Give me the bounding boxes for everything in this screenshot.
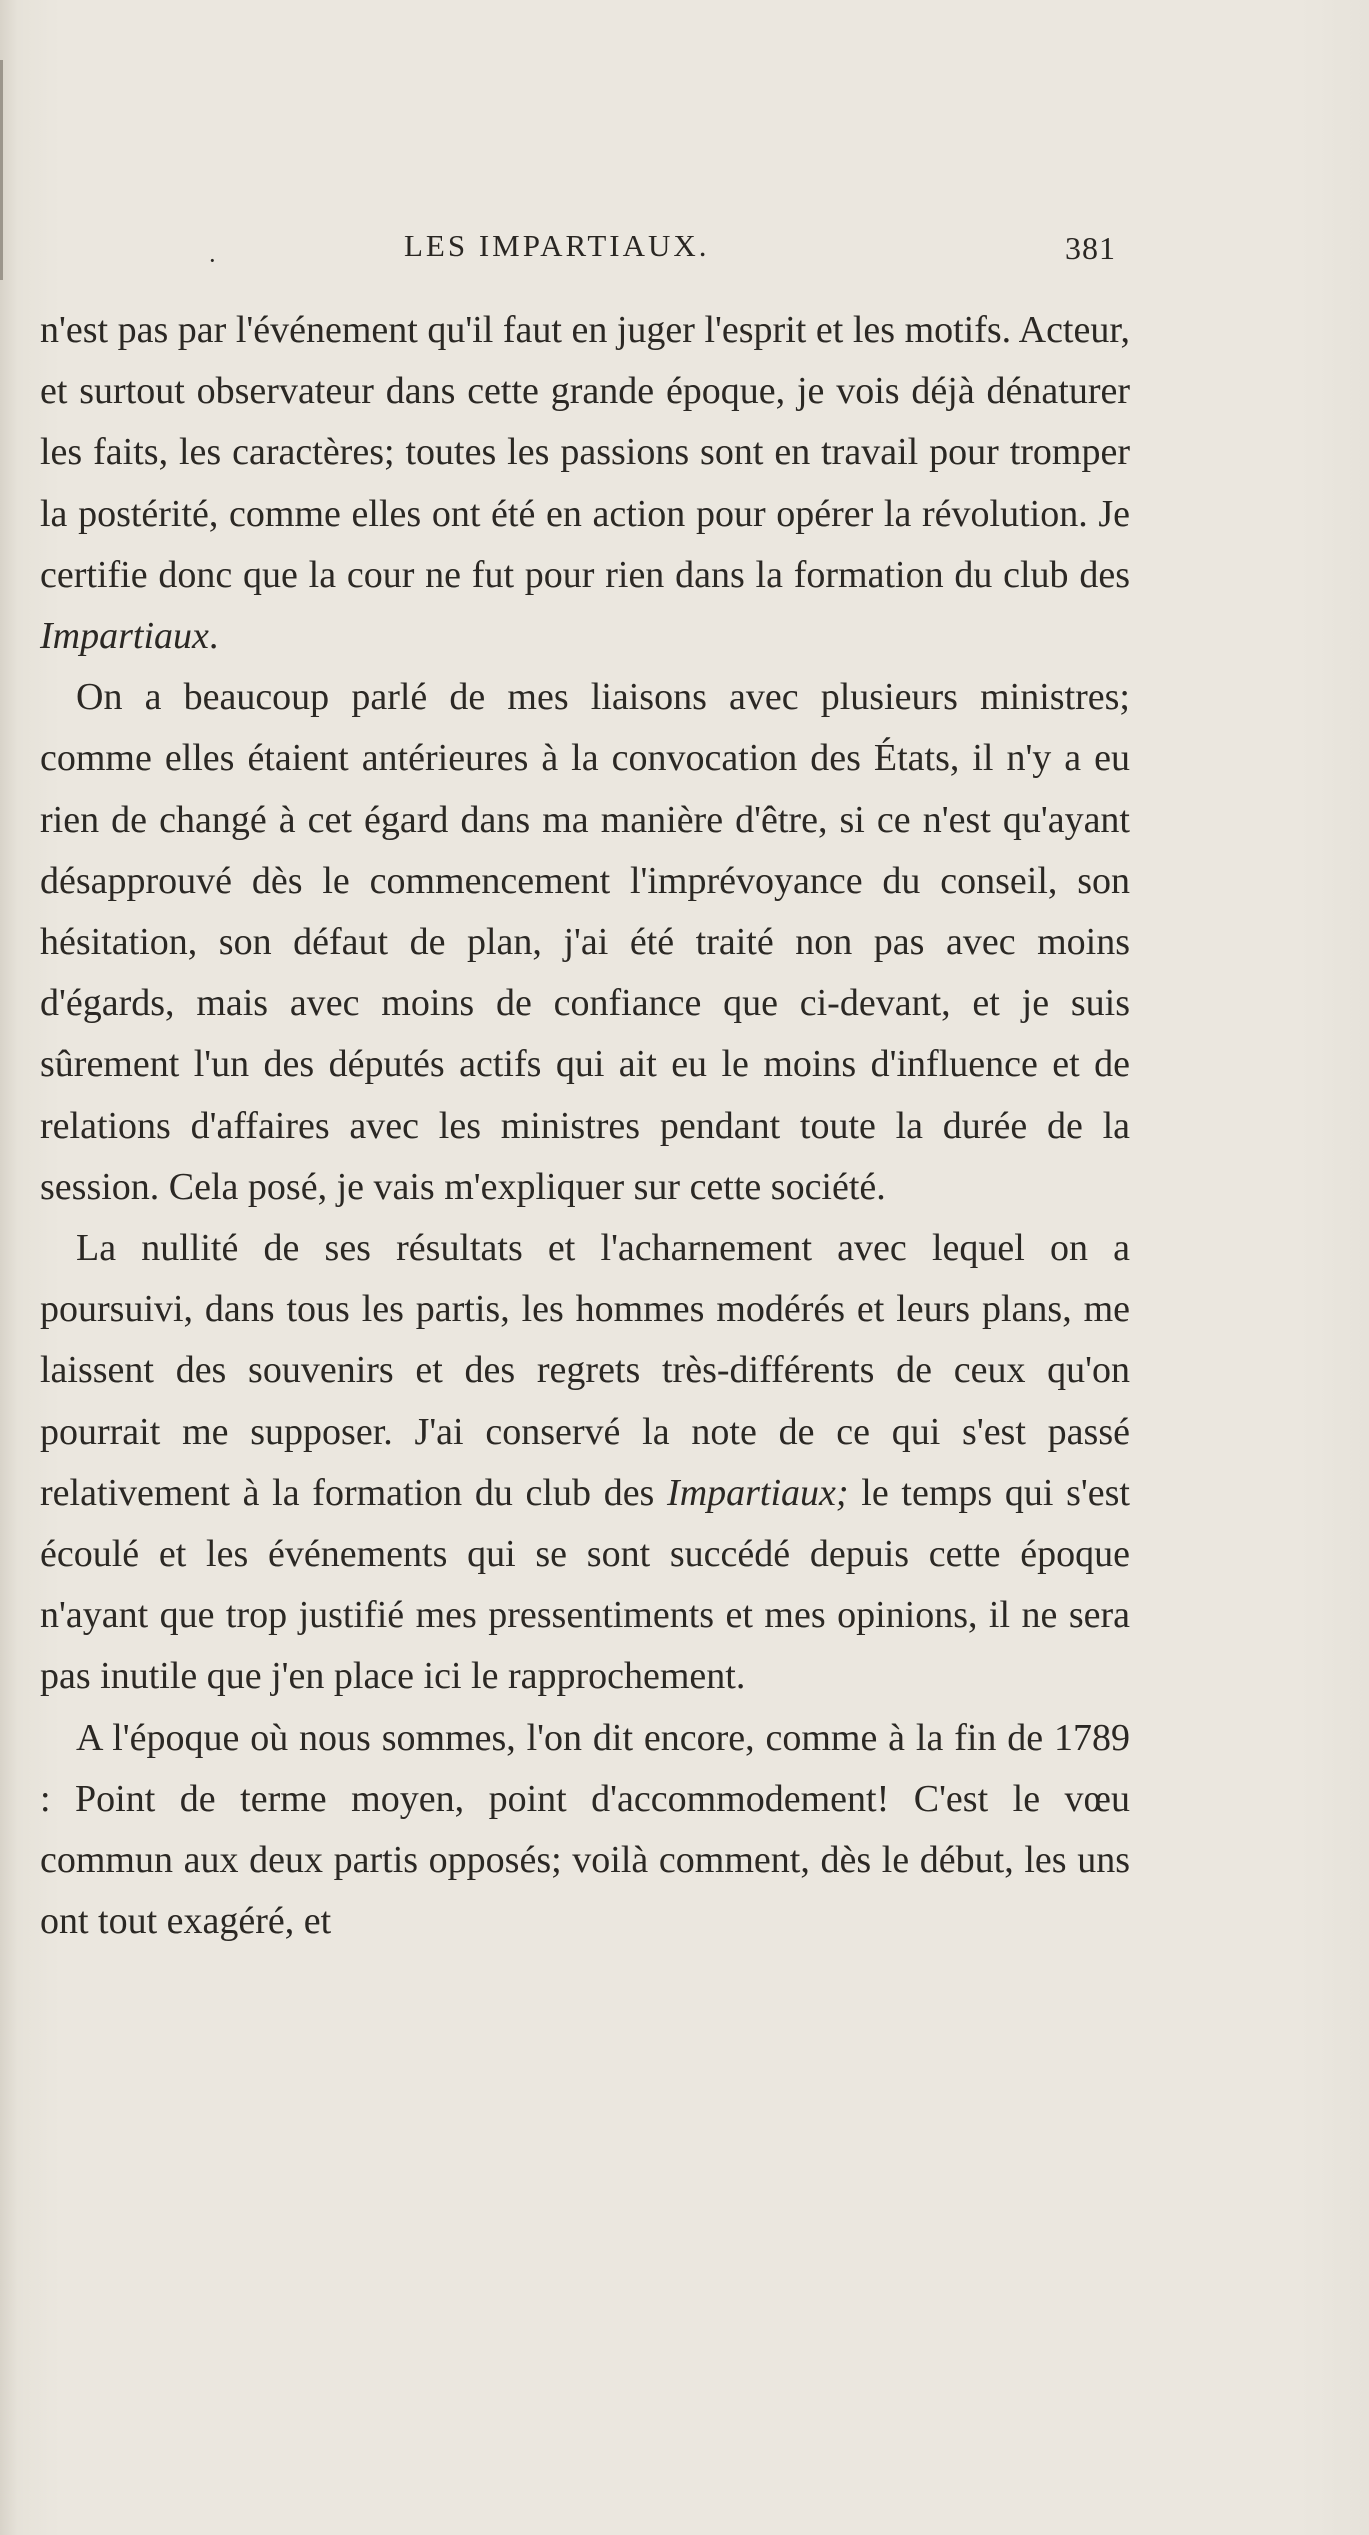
paragraph-3: La nullité de ses résultats et l'acharnement avec lequel on a poursuivi, dans tous les partis, les hommes modérés et leurs plans, me laissent des souvenirs et des regrets très-différents de ceux qu'on pourrait me supposer. J'ai conservé la note de ce qui s'est passé relativement à la formation du club des Impartiaux; le temps qui s'est écoulé et les événements qui se sont succédé depuis cette époque n'ayant que trop justifié mes pressentiments et mes opinions, il ne sera pas inutile que j'en place ici le rapprochement.: [40, 1227, 1130, 1698]
club-name-italic: Impartiaux: [40, 615, 209, 658]
page-number: 381: [1065, 230, 1116, 266]
binding-edge-line: [0, 60, 3, 280]
paragraph-4: A l'époque où nous sommes, l'on dit encore, comme à la fin de 1789 : Point de terme moyen, point d'accommodement! C'est le vœu commun aux deux partis opposés; voilà comment, dès le début, les uns ont tout exagéré, et: [40, 1716, 1130, 1943]
body-text: [40, 300, 1130, 1952]
running-head: [40, 228, 1140, 278]
paragraph-1: n'est pas par l'événement qu'il faut en juger l'esprit et les motifs. Acteur, et surtout observateur dans cette grande époque, je vois déjà dénaturer les faits, les caractères; toutes les passions sont en travail pour tromper la postérité, comme elles ont été en action pour opérer la révolution. Je certifie donc que la cour ne fut pour rien dans la formation du club des Impartiaux.: [40, 309, 1130, 658]
running-head-title: LES IMPARTIAUX.: [404, 228, 710, 263]
club-name-italic: Impartiaux;: [667, 1471, 849, 1514]
head-ornament-dot: ·: [208, 246, 217, 275]
paragraph-2: On a beaucoup parlé de mes liaisons avec plusieurs ministres; comme elles étaient antérieures à la convocation des États, il n'y a eu rien de changé à cet égard dans ma manière d'être, si ce n'est qu'ayant désapprouvé dès le commencement l'imprévoyance du conseil, son hésitation, son défaut de plan, j'ai été traité non pas avec moins d'égards, mais avec moins de confiance que ci-devant, et je suis sûrement l'un des députés actifs qui ait eu le moins d'influence et de relations d'affaires avec les ministres pendant toute la durée de la session. Cela posé, je vais m'expliquer sur cette société.: [40, 676, 1130, 1208]
